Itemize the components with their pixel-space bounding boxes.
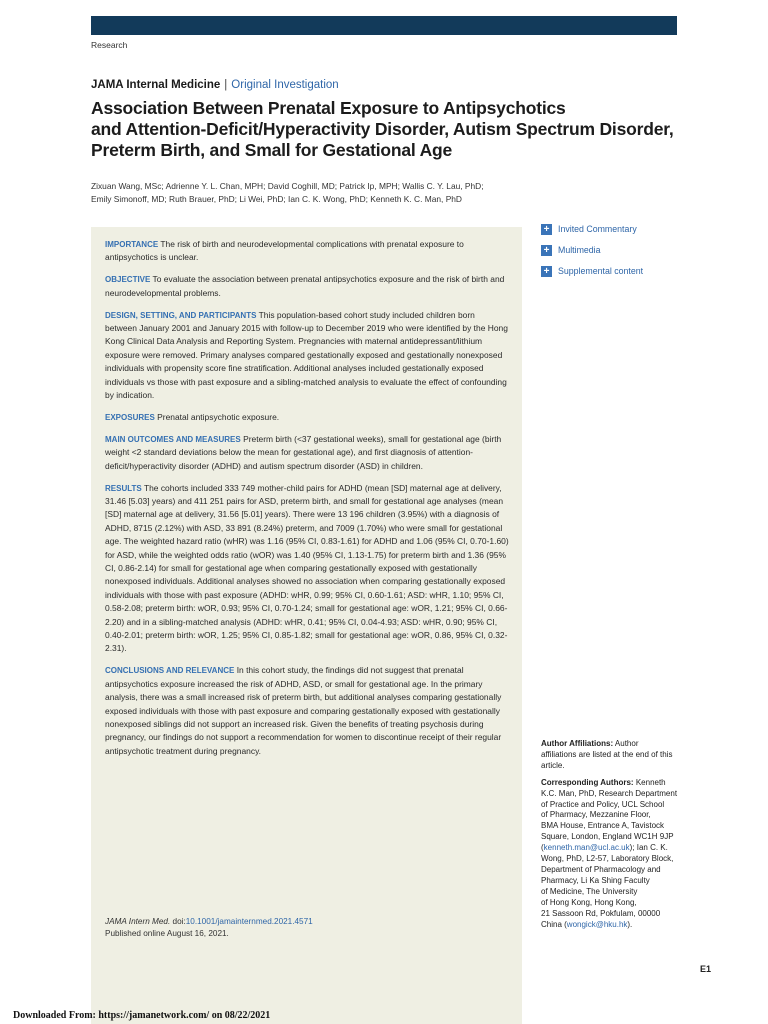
corresponding-text: Square, London, England WC1H 9JP	[541, 832, 674, 842]
invited-commentary-link[interactable]	[541, 223, 643, 235]
corresponding-text: of Hong Kong, Hong Kong,	[541, 897, 637, 907]
corresponding-text: ).	[627, 919, 633, 929]
corresponding-text: of Pharmacy, Mezzanine Floor,	[541, 810, 651, 820]
abstract-heading: OBJECTIVE	[105, 275, 151, 285]
affiliations-text: affiliations are listed at the end of this	[541, 749, 673, 759]
corresponding-text: K.C. Man, PhD, Research Department	[541, 788, 678, 798]
title-line: Preterm Birth, and Small for Gestational Age	[91, 140, 453, 160]
abstract-heading: EXPOSURES	[105, 412, 155, 422]
affiliations-line	[541, 739, 681, 750]
journal-line	[91, 79, 339, 91]
header-bar	[91, 16, 677, 35]
supplemental-content-link[interactable]	[541, 265, 643, 277]
abstract-heading: CONCLUSIONS AND RELEVANCE	[105, 666, 235, 676]
corresponding-text: Wong, PhD, L2-57, Laboratory Block,	[541, 854, 674, 864]
abstract-text: Preterm birth (<37 gestational weeks), small for gestational age (birth weight <2 standard deviations below the mean for gestational age), and first diagnosis of attention-deficit/hyperactivity disorder (ADHD) and autism spectrum disorder (ASD) in children.	[105, 433, 502, 471]
abstract-section	[105, 309, 509, 403]
affiliations-label: Author Affiliations:	[541, 739, 614, 748]
article-title	[91, 98, 691, 161]
plus-icon: +	[541, 266, 552, 277]
section-label: Research	[91, 40, 128, 50]
citation-line	[105, 916, 313, 928]
email-link[interactable]: wongick@hku.hk	[566, 919, 628, 929]
journal-name: JAMA Internal Medicine	[91, 79, 221, 91]
author-line: Zixuan Wang, MSc; Adrienne Y. L. Chan, MPH; David Coghill, MD; Patrick Ip, MPH; Wallis C. Y. Lau, PhD;	[91, 181, 484, 191]
plus-icon: +	[541, 224, 552, 235]
email-link[interactable]: kenneth.man@ucl.ac.uk	[543, 843, 630, 853]
affiliations-text: article.	[541, 760, 565, 770]
abstract-section	[105, 238, 509, 265]
author-line: Emily Simonoff, MD; Ruth Brauer, PhD; Li Wei, PhD; Ian C. K. Wong, PhD; Kenneth K. C. Man, PhD	[91, 194, 462, 204]
abstract-heading: MAIN OUTCOMES AND MEASURES	[105, 434, 241, 444]
abstract-text: The cohorts included 333 749 mother-child pairs for ADHD (mean [SD] maternal age at delivery, 31.46 [5.03] years) and 411 251 pairs for ASD, preterm birth, and small for gestational age analyses (mean [SD] maternal age at delivery, 31.56 [5.01] years). There were 13 196 children (3.95%) with a diagnosis of ADHD, 8715 (2.12%) with ASD, 33 891 (8.24%) preterm, and 7009 (1.70%) who were small for gestational age. The weighted hazard ratio (wHR) was 1.16 (95% CI, 0.83-1.61) for ADHD and 1.06 (95% CI, 0.70-1.60) for ASD, while the weighted odds ratio (wOR) was 1.40 (95% CI, 1.13-1.75) for preterm birth and 1.36 (95% CI, 0.86-2.14) for small for gestational age when comparing gestationally exposed with gestationally nonexposed individuals. Additional analyses showed no association when comparing gestationally exposed individuals with those with past exposure (ADHD: wHR, 0.99; 95% CI, 0.60-1.61; ASD: wHR, 1.10; 95% CI, 0.58-2.08; preterm birth: wOR, 0.93; 95% CI, 0.70-1.24; small for gestational age: wOR, 1.21; 95% CI, 0.66-2.20) and in a sibling-matched analysis (ADHD: wHR, 0.41; 95% CI, 0.04-4.93; ASD: wHR, 0.90; 95% CI, 0.40-2.01; preterm birth: wOR, 1.25; 95% CI, 0.85-1.82; small for gestational age: wOR, 0.86, 95% CI, 0.32-2.31).	[105, 482, 509, 654]
doi-prefix: doi:	[172, 917, 186, 926]
abstract-text: This population-based cohort study included children born between January 2001 and January 2015 with follow-up to December 2019 who were identified by the Hong Kong Clinical Data Analysis and Reporting System. Pregnancies with maternal antidepressant/lithium exposure were removed. Primary analyses compared gestationally exposed and gestationally nonexposed individuals with propensity score fine stratification. Additional analyses included gestationally exposed individuals vs those with past exposure and a sibling-matched analysis to evaluate the effect of confounding by indication.	[105, 309, 508, 401]
abstract-section	[105, 411, 509, 424]
related-links	[541, 223, 643, 286]
side-link-label: Invited Commentary	[558, 224, 637, 234]
download-note: Downloaded From: https://jamanetwork.com/ on 08/22/2021	[13, 1010, 271, 1021]
abstract-body	[105, 238, 509, 767]
corresponding-line	[541, 778, 681, 789]
affiliations-text: Author	[614, 739, 639, 748]
abstract-section	[105, 664, 509, 758]
author-list	[91, 180, 651, 206]
abstract-text: In this cohort study, the findings did not suggest that prenatal antipsychotics exposure increased the risk of ADHD, ASD, or small for gestational age. In the primary analysis, there was a small increased risk of preterm birth, but additional analyses comparing gestationally exposed individuals with those with past exposure and comparing gestationally exposed with gestationally nonexposed siblings did not support an increased risk. Given the benefits of treating psychosis during pregnancy, our findings do not support a recommendation for women to discontinue receipt of their regular antipsychotic treatment during pregnancy.	[105, 665, 502, 756]
corresponding-text: Pharmacy, Li Ka Shing Faculty	[541, 875, 650, 885]
abstract-section	[105, 273, 509, 300]
corresponding-text: 21 Sassoon Rd, Pokfulam, 00000	[541, 908, 661, 918]
article-type-link[interactable]: Original Investigation	[231, 79, 339, 91]
corresponding-text: of Practice and Policy, UCL School	[541, 799, 665, 809]
abstract-text: To evaluate the association between prenatal antipsychotics exposure and the risk of birth and neurodevelopmental problems.	[105, 274, 505, 298]
doi-link[interactable]: 10.1001/jamainternmed.2021.4571	[185, 917, 313, 926]
side-link-label: Multimedia	[558, 245, 601, 255]
corresponding-text: Kenneth	[635, 777, 666, 787]
corresponding-text: BMA House, Entrance A, Tavistock	[541, 821, 665, 831]
title-line: Association Between Prenatal Exposure to Antipsychotics	[91, 98, 566, 118]
abstract-text: The risk of birth and neurodevelopmental complications with prenatal exposure to antipsychotics is unclear.	[105, 239, 464, 263]
email-line	[541, 920, 681, 931]
plus-icon: +	[541, 245, 552, 256]
corresponding-text: of Medicine, The University	[541, 886, 638, 896]
title-line: and Attention-Deficit/Hyperactivity Disorder, Autism Spectrum Disorder,	[91, 119, 674, 139]
journal-abbrev: JAMA Intern Med.	[105, 917, 171, 926]
abstract-box	[91, 227, 522, 1024]
corresponding-text: China (	[541, 919, 567, 929]
abstract-heading: IMPORTANCE	[105, 240, 159, 249]
corresponding-text: Department of Pharmacology and	[541, 864, 661, 874]
page-number: E1	[700, 964, 712, 974]
corresponding-text: ); Ian C. K.	[629, 843, 668, 853]
multimedia-link[interactable]	[541, 244, 643, 256]
email-line: (kenneth.man@ucl.ac.uk); Ian C. K.	[541, 843, 668, 853]
abstract-section	[105, 482, 509, 656]
abstract-text: Prenatal antipsychotic exposure.	[157, 411, 280, 422]
abstract-heading: RESULTS	[105, 483, 142, 493]
journal-separator: |	[224, 79, 228, 91]
abstract-heading: DESIGN, SETTING, AND PARTICIPANTS	[105, 310, 257, 320]
side-link-label: Supplemental content	[558, 266, 644, 276]
abstract-section	[105, 433, 509, 473]
published-date: Published online August 16, 2021.	[105, 929, 229, 938]
author-info-sidebar	[541, 739, 681, 930]
citation	[105, 916, 313, 940]
corresponding-label: Corresponding Authors:	[541, 777, 634, 787]
